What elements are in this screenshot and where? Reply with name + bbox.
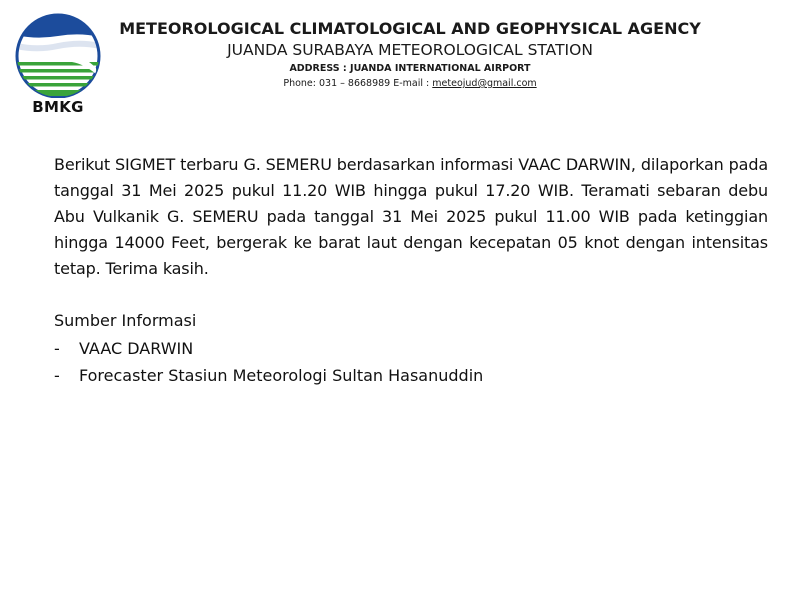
email-link[interactable]: meteojud@gmail.com	[432, 78, 537, 89]
source-title: Sumber Informasi	[54, 311, 197, 330]
source-item-label: Forecaster Stasiun Meteorologi Sultan Hasanuddin	[79, 366, 484, 385]
source-item-label: VAAC DARWIN	[79, 339, 194, 358]
station-name: JUANDA SURABAYA METEOROLOGICAL STATION	[227, 41, 593, 59]
phone-label: Phone: 031 – 8668989 E-mail :	[283, 78, 430, 89]
list-dash: -	[54, 366, 60, 385]
logo-text: BMKG	[32, 98, 84, 116]
bulletin-paragraph: Berikut SIGMET terbaru G. SEMERU berdasarkan informasi VAAC DARWIN, dilaporkan pada tanggal 31 Mei 2025 pukul 11.20 WIB hingga pukul 17.20 WIB. Teramati sebaran debu Abu Vulkanik G. SEMERU pada tanggal 31 Mei 2025 pukul 11.00 WIB pada ketinggian hingga 14000 Feet, bergerak ke barat laut dengan kecepatan 05 knot dengan intensitas tetap. Terima kasih.	[54, 155, 768, 278]
agency-name: METEOROLOGICAL CLIMATOLOGICAL AND GEOPHYSICAL AGENCY	[119, 19, 701, 38]
source-item	[54, 335, 768, 362]
letterhead-header	[110, 18, 710, 90]
list-dash: -	[54, 339, 60, 358]
bmkg-logo	[12, 12, 104, 120]
address-line: ADDRESS : JUANDA INTERNATIONAL AIRPORT	[289, 63, 531, 74]
source-item	[54, 362, 768, 389]
bmkg-emblem-icon	[12, 12, 104, 98]
contact-line	[110, 77, 710, 90]
bulletin-content	[54, 152, 768, 389]
